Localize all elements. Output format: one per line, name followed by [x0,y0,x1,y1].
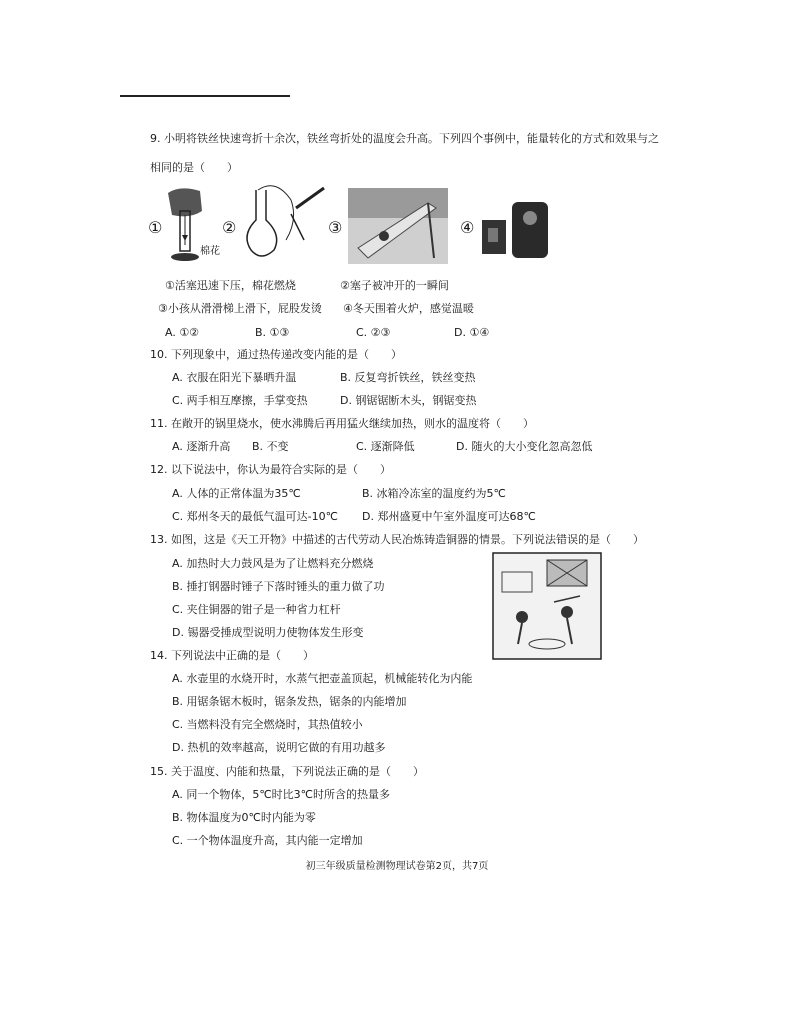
q9-option-d[interactable]: D. ①④ [454,326,490,339]
fig-label-4: ④ [460,218,475,237]
q9-desc-4: ④冬天围着火炉，感觉温暖 [343,302,474,315]
tiangong-kaiwu-figure [492,552,602,660]
q11-option-d[interactable]: D. 随火的大小变化忽高忽低 [456,440,593,453]
fig-label-3: ③ [328,218,343,237]
q9-desc-2: ②塞子被冲开的一瞬间 [340,279,449,292]
q13-option-d[interactable]: D. 锡器受捶成型说明力使物体发生形变 [172,626,364,639]
q15-option-a[interactable]: A. 同一个物体，5℃时比3℃时所含的热量多 [172,788,391,801]
cotton-label: 棉花 [200,246,220,257]
q14-option-c[interactable]: C. 当燃料没有完全燃烧时，其热值较小 [172,718,363,731]
q15-stem: 15. 关于温度、内能和热量，下列说法正确的是（ ） [150,765,424,778]
q12-option-d[interactable]: D. 郑州盛夏中午室外温度可达68℃ [362,510,536,523]
fig-label-1: ① [148,218,163,237]
q14-option-d[interactable]: D. 热机的效率越高，说明它做的有用功越多 [172,741,386,754]
q10-option-d[interactable]: D. 钢锯锯断木头，钢锯变热 [340,394,477,407]
q11-option-b[interactable]: B. 不变 [252,440,289,453]
q14-option-b[interactable]: B. 用锯条锯木板时，锯条发热，锯条的内能增加 [172,695,407,708]
q9-option-c[interactable]: C. ②③ [356,326,391,339]
q10-stem: 10. 下列现象中，通过热传递改变内能的是（ ） [150,348,402,361]
page-footer: 初三年级质量检测物理试卷第2页，共7页 [305,861,489,872]
q13-option-a[interactable]: A. 加热时大力鼓风是为了让燃料充分燃烧 [172,557,374,570]
q14-stem: 14. 下列说法中正确的是（ ） [150,649,314,662]
q9-option-a[interactable]: A. ①② [165,326,200,339]
q10-option-c[interactable]: C. 两手相互摩擦，手掌变热 [172,394,308,407]
q12-option-c[interactable]: C. 郑州冬天的最低气温可达-10℃ [172,510,338,523]
q14-option-a[interactable]: A. 水壶里的水烧开时，水蒸气把壶盖顶起，机械能转化为内能 [172,672,473,685]
slide-figure [348,188,448,264]
q9-option-b[interactable]: B. ①③ [255,326,290,339]
stove-figure [480,200,550,262]
q11-stem: 11. 在敞开的锅里烧水，使水沸腾后再用猛火继续加热，则水的温度将（ ） [150,417,534,430]
q10-option-b[interactable]: B. 反复弯折铁丝，铁丝变热 [340,371,476,384]
q9-stem-line1: 9. 小明将铁丝快速弯折十余次，铁丝弯折处的温度会升高。下列四个事例中，能量转化的方式和效果与之 [150,132,659,145]
fig-label-2: ② [222,218,237,237]
q9-desc-3: ③小孩从滑滑梯上滑下，屁股发烫 [158,302,322,315]
q9-desc-1: ①活塞迅速下压，棉花燃烧 [165,279,296,292]
q12-stem: 12. 以下说法中，你认为最符合实际的是（ ） [150,463,391,476]
header-rule [120,95,290,97]
q13-option-c[interactable]: C. 夹住铜器的钳子是一种省力杠杆 [172,603,341,616]
q15-option-c[interactable]: C. 一个物体温度升高，其内能一定增加 [172,834,363,847]
q11-option-c[interactable]: C. 逐渐降低 [356,440,415,453]
q13-option-b[interactable]: B. 捶打钢器时锤子下落时锤头的重力做了功 [172,580,385,593]
q9-stem-line2: 相同的是（ ） [150,161,238,174]
q15-option-b[interactable]: B. 物体温度为0℃时内能为零 [172,811,316,824]
q10-option-a[interactable]: A. 衣服在阳光下暴晒升温 [172,371,297,384]
q11-option-a[interactable]: A. 逐渐升高 [172,440,231,453]
flask-figure [236,180,328,266]
q13-stem: 13. 如图，这是《天工开物》中描述的古代劳动人民冶炼铸造铜器的情景。下列说法错误的是（ ） [150,533,644,546]
q12-option-b[interactable]: B. 冰箱冷冻室的温度约为5℃ [362,487,506,500]
q12-option-a[interactable]: A. 人体的正常体温为35℃ [172,487,301,500]
